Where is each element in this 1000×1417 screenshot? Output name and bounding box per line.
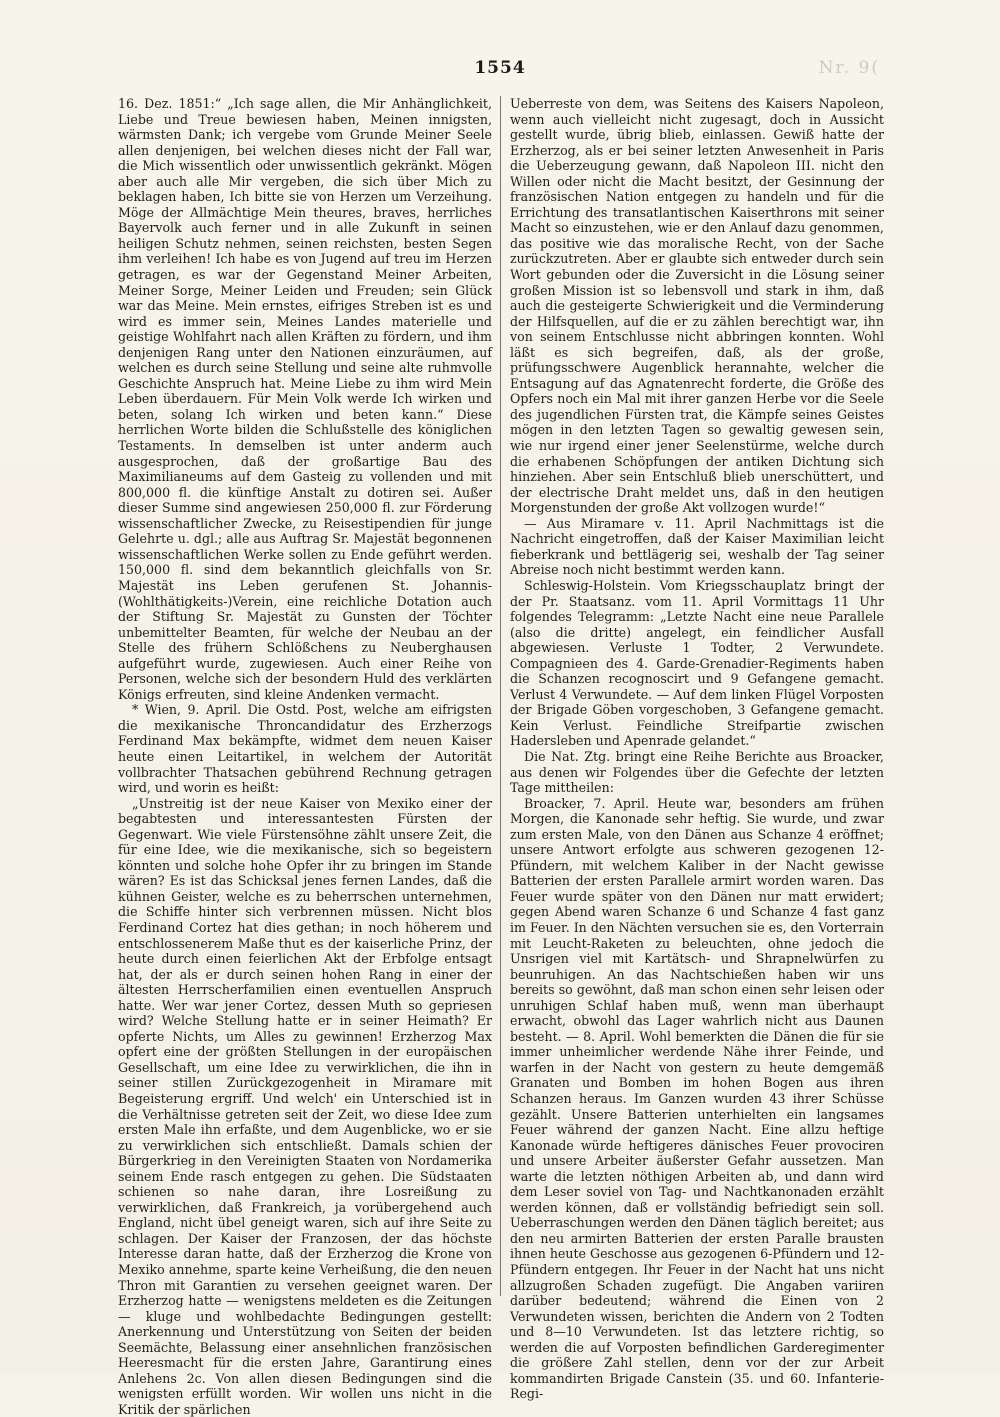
paragraph-nat-ztg: Die Nat. Ztg. bringt eine Reihe Berichte aus Broacker, aus denen wir Folgendes über die Gefechte der letzten Tage mittheilen: <box>510 748 884 796</box>
column-divider <box>500 96 501 1296</box>
paragraph-wien-continued: Ueberreste von dem, was Seitens des Kaisers Napoleon, wenn auch vielleicht nicht zugesagt, doch in Aussicht gestellt wurde, übrig blieb, einlassen. Gewiß hatte der Erzherzog, als er bei seiner letzten Anwesenheit in Paris die Ueberzeugung gewann, daß Napoleon III. nicht den Willen oder nicht die Macht besitzt, der Gesinnung der französischen Nation entgegen zu handeln und für die Errichtung des transatlantischen Kaiserthrons mit seiner Macht so einzustehen, wie er den Anlauf dazu genommen, das positive wie das moralische Recht, von der Sache zurückzutreten. Aber er glaubte sich entweder durch sein Wort gebunden oder die Zuversicht in die Lösung seiner großen Mission ist so lebensvoll und stark in ihm, daß auch die gesteigerte Schwierigkeit und die Verminderung der Hilfsquellen, auf die er zu zählen berechtigt war, ihn von seinem Entschlusse nicht abbringen konnten. Wohl läßt es sich begreifen, daß, als der große, prüfungsschwere Augenblick herannahte, welcher die Entsagung auf das Agnatenrecht forderte, die Größe des Opfers noch ein Mal mit ihrer ganzen Herbe vor die Seele des jugendlichen Fürsten trat, die Kämpfe seines Geistes mögen in den letzten Tagen so gewaltig gewesen sein, wie nur irgend einer jener Seelenstürme, welche durch die erhabenen Schöpfungen der antiken Dichtung sich hinziehen. Aber sein Entschluß blieb unerschüttert, und der electrische Draht meldet uns, daß in den heutigen Morgenstunden der große Akt vollzogen wurde!“ <box>510 96 884 516</box>
page-number: 1554 <box>474 58 526 78</box>
show-through-header: Nr. 9( <box>818 58 880 78</box>
right-column <box>510 96 884 1402</box>
paragraph-wien-quote: „Unstreitig ist der neue Kaiser von Mexiko einer der begabtesten und interessantesten Fürsten der Gegenwart. Wie viele Fürstensöhne zählt unsere Zeit, die für eine Idee, wie die mexikanische, sich so begeistern könnten und solche hohe Opfer ihr zu bringen im Stande wären? Es ist das Schicksal jenes fernen Landes, daß die kühnen Geister, welche es zu beherrschen unternehmen, die Schiffe hinter sich verbrennen müssen. Nicht blos Ferdinand Cortez hat dies gethan; in noch höherem und entschlossenerem Maße thut es der kaiserliche Prinz, der heute durch einen feierlichen Akt der Erbfolge entsagt hat, der als er durch seinen hohen Rang in einer der ältesten Herrscherfamilien einen eventuellen Anspruch hatte. Wer war jener Cortez, dessen Muth so gepriesen wird? Welche Stellung hatte er in seiner Heimath? Er opferte Nichts, um Alles zu gewinnen! Erzherzog Max opfert eine der größten Stellungen in der europäischen Gesellschaft, um eine Idee zu verwirklichen, die ihn in seiner stillen Zurückgezogenheit in Miramare mit Begeisterung ergriff. Und welch' ein Unterschied ist in die Verhältnisse getreten seit der Zeit, wo diese Idee zum ersten Male ihn erfaßte, und dem Augenblicke, wo er sie zu verwirklichen sich entschließt. Damals schien der Bürgerkrieg in den Vereinigten Staaten von Nordamerika seinem Ende rasch entgegen zu gehen. Die Südstaaten schienen so nahe daran, ihre Losreißung zu verwirklichen, daß Frankreich, ja vorübergehend auch England, nicht übel geneigt waren, sich auf ihre Seite zu schlagen. Der Kaiser der Franzosen, der das höchste Interesse daran hatte, daß der Erzherzog die Krone von Mexiko annehme, sparte keine Verheißung, die den neuen Thron mit Garantien zu versehen geeignet waren. Der Erzherzog hatte — wenigstens meldeten es die Zeitungen — kluge und wohlbedachte Bedingungen gestellt: Anerkennung und Unterstützung von Seiten der beiden Seemächte, Belassung einer ansehnlichen französischen Heeresmacht für die ersten Jahre, Garantirung eines Anlehens 2c. Von allen diesen Bedingungen sind die wenigsten erfüllt worden. Wir wollen uns nicht in die Kritik der spärlichen <box>118 795 492 1417</box>
paragraph-miramare: — Aus Miramare v. 11. April Nachmittags ist die Nachricht eingetroffen, daß der Kaiser Maximilian leicht fieberkrank und bettlägerig sei, weshalb der Tag seiner Abreise noch nicht bestimmt werden kann. <box>510 515 884 578</box>
paragraph-broacker-report: Broacker, 7. April. Heute war, besonders am frühen Morgen, die Kanonade sehr heftig. Sie wurde, und zwar zum ersten Male, von den Dänen aus Schanze 4 eröffnet; unsere Antwort erfolgte aus schweren gezogenen 12-Pfündern, mit welchem Kaliber in der Nacht gewisse Batterien der ersten Parallele armirt worden waren. Das Feuer wurde später von den Dänen nur matt erwidert; gegen Abend waren Schanze 6 und Schanze 4 fast ganz im Feuer. In den Nächten versuchen sie es, den Vorterrain mit Leucht-Raketen zu beleuchten, ohne jedoch die Unsrigen viel mit Kartätsch- und Shrapnelwürfen zu beunruhigen. An das Nachtschießen haben wir uns bereits so gewöhnt, daß man schon einen sehr leisen oder unruhigen Schlaf haben muß, wenn man überhaupt erwacht, obwohl das Lager wahrlich nicht aus Daunen besteht. — 8. April. Wohl bemerkten die Dänen die für sie immer unheimlicher werdende Nähe ihrer Feinde, und warfen in der Nacht von gestern zu heute demgemäß Granaten und Bomben im hohen Bogen aus ihren Schanzen heraus. Im Ganzen wurden 43 ihrer Schüsse gezählt. Unsere Batterien unterhielten ein langsames Feuer während der ganzen Nacht. Eine allzu heftige Kanonade würde heftigeres dänisches Feuer provociren und unsere Arbeiter äußerster Gefahr aussetzen. Man warte die letzten nöthigen Arbeiten ab, und dann wird dem Leser soviel von Tag- und Nachtkanonaden erzählt werden können, daß er vollständig befriedigt sein soll. Ueberraschungen werden den Dänen täglich bereitet; aus den neu armirten Batterien der ersten Paralle brausten ihnen heute Geschosse aus gezogenen 6-Pfündern und 12-Pfündern entgegen. Ihr Feuer in der Nacht hat uns nicht allzugroßen Schaden zugefügt. Die Angaben variiren darüber bedeutend; während die Einen von 2 Verwundeten wissen, berichten die Andern von 2 Todten und 8—10 Verwundeten. Ist das letztere richtig, so werden die auf Vorposten befindlichen Garderegimenter die größere Zahl stellen, denn vor der zur Arbeit kommandirten Brigade Canstein (35. und 60. Infanterie-Regi- <box>510 795 884 1402</box>
paragraph-testament: 16. Dez. 1851:“ „Ich sage allen, die Mir Anhänglichkeit, Liebe und Treue bewiesen haben, Meinen innigsten, wärmsten Dank; ich vergebe vom Grunde Meiner Seele allen denjenigen, bei welchen dieses nicht der Fall war, die Mich wissentlich oder unwissentlich gekränkt. Mögen aber auch alle Mir vergeben, die sich über Mich zu beklagen haben, Ich bitte sie von Herzen um Verzeihung. Möge der Allmächtige Mein theures, braves, herrliches Bayervolk auch ferner und in alle Zukunft in seinen heiligen Schutz nehmen, seinen reichsten, besten Segen ihm verleihen! Ich habe es von Jugend auf treu im Herzen getragen, es war der Gegenstand Meiner Arbeiten, Meiner Sorge, Meiner Leiden und Freuden; sein Glück war das Meine. Mein ernstes, eifriges Streben ist es und wird es immer sein, Meines Landes materielle und geistige Wohlfahrt nach allen Kräften zu fördern, und ihm denjenigen Rang unter den Nationen einzuräumen, auf welchen es durch seine Stellung und seine alte ruhmvolle Geschichte Anspruch hat. Meine Liebe zu ihm wird Mein Leben überdauern. Für Mein Volk werde Ich wirken und beten, solang Ich wirken und beten kann.“ Diese herrlichen Worte bilden die Schlußstelle des königlichen Testaments. In demselben ist unter anderm auch ausgesprochen, daß der großartige Bau des Maximilianeums auf dem Gasteig zu vollenden und mit 800,000 fl. die künftige Anstalt zu dotiren sei. Außer dieser Summe sind angewiesen 250,000 fl. zur Förderung wissenschaftlicher Zwecke, zu Reisestipendien für junge Gelehrte u. dgl.; alle aus Auftrag Sr. Majestät begonnenen wissenschaftlichen Werke sollen zu Ende geführt werden. 150,000 fl. sind dem bekanntlich gleichfalls von Sr. Majestät ins Leben gerufenen St. Johannis-(Wohlthätigkeits-)Verein, eine reichliche Dotation auch der Stiftung Sr. Majestät zu Gunsten der Töchter unbemittelter Beamten, für welche der Neubau an der Stelle des frühern Schlößchens zu Neuberghausen aufgeführt wurde, zugewiesen. Auch einer Reihe von Personen, welche sich der besondern Huld des verklärten Königs erfreuten, sind kleine Andenken vermacht. <box>118 96 492 702</box>
paragraph-schleswig-holstein: Schleswig-Holstein. Vom Kriegsschauplatz bringt der der Pr. Staatsanz. vom 11. April Vormittags 11 Uhr folgendes Telegramm: „Letzte Nacht eine neue Parallele (also die dritte) angelegt, ein feindlicher Ausfall abgewiesen. Verluste 1 Todter, 2 Verwundete. Compagnieen des 4. Garde-Grenadier-Regiments haben die Schanzen recognoscirt und 9 Gefangene gemacht. Verlust 4 Verwundete. — Auf dem linken Flügel Vorposten der Brigade Göben vorgeschoben, 3 Gefangene gemacht. Kein Verlust. Feindliche Streifpartie zwischen Hadersleben und Apenrade gelandet.“ <box>510 577 884 749</box>
left-column <box>118 96 492 1417</box>
paragraph-wien-intro: * Wien, 9. April. Die Ostd. Post, welche am eifrigsten die mexikanische Throncandidatur des Erzherzogs Ferdinand Max bekämpfte, widmet dem neuen Kaiser heute einen Leitartikel, in welchem der Autorität vollbrachter Thatsachen gebührend Rechnung getragen wird, und worin es heißt: <box>118 702 492 796</box>
